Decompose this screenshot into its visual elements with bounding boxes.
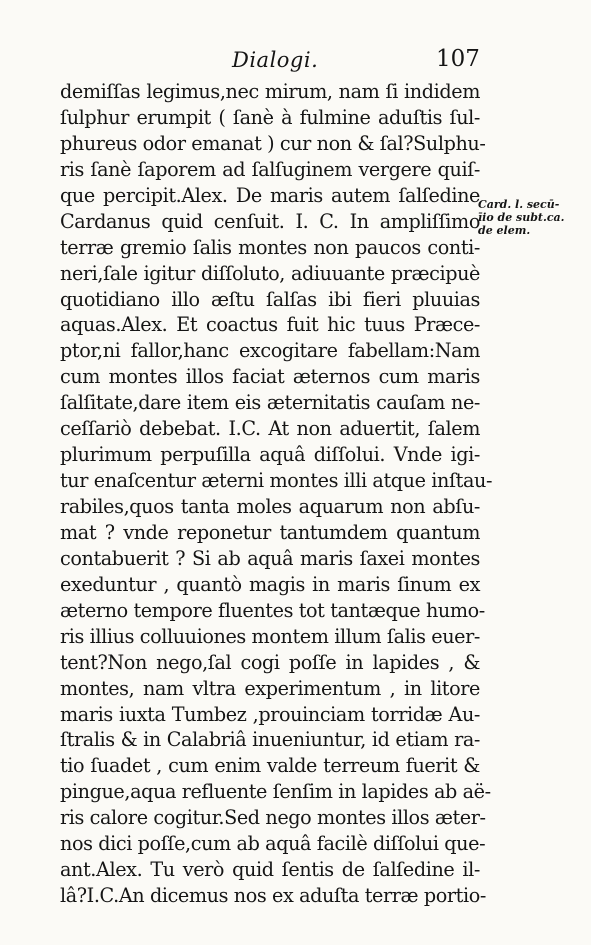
text-line: rabiles,quos tanta moles aquarum non abſu-	[60, 495, 480, 518]
text-line: plurimum perpuſilla aquâ diſſolui. Vnde igi-	[60, 443, 480, 467]
text-line: ſalſitate,dare item eis æternitatis cauſam ne-	[60, 391, 480, 415]
running-title: Dialogi.	[232, 48, 319, 72]
text-line: phureus odor emanat ) cur non & ſal?Sulphu-	[60, 131, 486, 155]
page-number: 107	[436, 46, 480, 72]
text-line: contabuerit ? Si ab aquâ maris ſaxei montes	[60, 546, 480, 570]
margin-note-line: Card. l. secū-	[478, 198, 560, 211]
text-line: ris illius colluuiones montem illum ſalis euer-	[60, 624, 480, 648]
text-line: ſulphur erumpit ( ſanè à fulmine aduſtis ſul-	[60, 105, 480, 129]
text-line: lâ?I.C.An dicemus nos ex aduſta terræ portio-	[60, 884, 486, 908]
text-line: quotidiano illo æſtu ſalſas ibi fieri pluuias	[60, 287, 480, 311]
text-line: pingue,aqua refluente ſenſim in lapides ab aë-	[60, 780, 491, 804]
text-line: ant.Alex. Tu verò quid ſentis de ſalſedine il-	[60, 858, 480, 882]
text-line: Cardanus quid cenſuit. I. C. In ampliſſimo	[60, 209, 480, 233]
text-line: montes, nam vltra experimentum , in litore	[60, 676, 480, 700]
text-line: tur enaſcentur æterni montes illi atque inſtau-	[60, 469, 493, 493]
text-line: exeduntur , quantò magis in maris ſinum ex	[60, 572, 480, 596]
text-line: cum montes illos faciat æternos cum maris	[60, 365, 480, 389]
text-line: nos dici poſſe,cum ab aquâ facilè diſſolui que-	[60, 832, 486, 856]
text-line: ceſſariò debebat. I.C. At non aduertit, ſalem	[60, 417, 480, 441]
text-line: neri,ſale igitur diſſoluto, adiuuante præcipuè	[60, 261, 480, 285]
margin-note	[478, 198, 565, 237]
text-line: ptor,ni fallor,hanc excogitare fabellam:Nam	[60, 339, 480, 363]
text-line: tio ſuadet , cum enim valde terreum fuerit &	[60, 754, 480, 778]
text-line: æterno tempore fluentes tot tantæque humo-	[60, 598, 485, 622]
text-line: ſtralis & in Calabriâ inueniuntur, id etiam ra-	[60, 728, 480, 752]
margin-note-line: īio de subt.ca.	[478, 211, 565, 224]
text-line: que percipit.Alex. De maris autem ſalſedine	[60, 183, 480, 207]
text-line: ris calore cogitur.Sed nego montes illos æter-	[60, 806, 486, 830]
text-line: mat ? vnde reponetur tantumdem quantum	[60, 520, 480, 544]
text-line: aquas.Alex. Et coactus fuit hic tuus Præce-	[60, 313, 480, 337]
body-text	[60, 79, 493, 909]
margin-note-line: de elem.	[478, 224, 531, 237]
text-line: maris iuxta Tumbez ,prouinciam torridæ Au-	[60, 702, 480, 726]
text-line: tent?Non nego,ſal cogi poſſe in lapides , &	[60, 650, 480, 674]
text-line: terræ gremio ſalis montes non paucos conti-	[60, 235, 480, 259]
text-line: ris ſanè ſaporem ad ſalſuginem vergere quiſ-	[60, 157, 480, 181]
text-line: demiſſas legimus,nec mirum, nam ſi indidem	[60, 80, 480, 103]
